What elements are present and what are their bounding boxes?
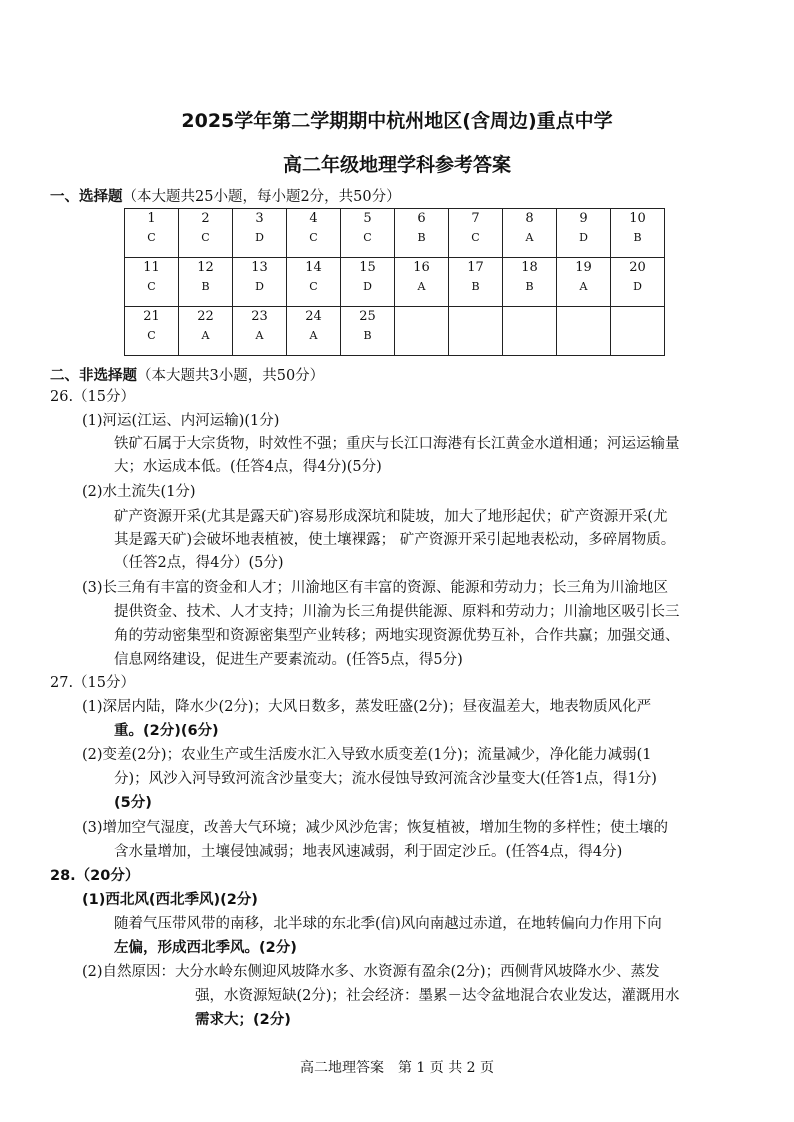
answer-letter: C	[309, 231, 318, 243]
q26-part1-text: 铁矿石属于大宗货物，时效性不强；重庆与长江口海港有长江黄金水道相通；河运运输量	[114, 436, 680, 452]
question-number: 7	[471, 211, 480, 226]
q26-part3-text: 信息网络建设，促进生产要素流动。(任答5点，得5分)	[114, 652, 463, 668]
exam-title: 2025学年第二学期期中杭州地区(含周边)重点中学	[181, 110, 613, 132]
question-number: 17	[467, 260, 484, 275]
q28-part1: (1)西北风(西北季风)(2分)	[82, 892, 258, 908]
question-number: 24	[305, 309, 322, 324]
answer-row	[125, 258, 665, 307]
answer-cell	[503, 258, 557, 307]
question-number: 21	[143, 309, 160, 324]
question-number: 10	[629, 211, 646, 226]
answer-cell	[341, 258, 395, 307]
answer-cell	[179, 258, 233, 307]
question-number: 18	[521, 260, 538, 275]
q27-part2: (2)变差(2分)；农业生产或生活废水汇入导致水质变差(1分)；流量减少，净化能力减弱(1	[82, 747, 652, 763]
answer-cell	[449, 258, 503, 307]
q26-part3: (3)长三角有丰富的资金和人才；川渝地区有丰富的资源、能源和劳动力；长三角为川渝地区	[82, 580, 669, 596]
question-number: 15	[359, 260, 376, 275]
q26-part1-text: 大；水运成本低。(任答4点，得4分)(5分)	[114, 459, 382, 475]
answer-letter: A	[309, 329, 318, 341]
answer-cell	[233, 258, 287, 307]
exam-subtitle: 高二年级地理学科参考答案	[282, 154, 511, 176]
question-number: 25	[359, 309, 376, 324]
q26-head: 26.（15分）	[50, 389, 136, 405]
question-number: 13	[251, 260, 268, 275]
answer-letter: C	[309, 280, 318, 292]
q28-part2-text: 需求大；(2分)	[195, 1012, 291, 1028]
question-number: 14	[305, 260, 322, 275]
q28-part2-text: 强，水资源短缺(2分)；社会经济：墨累－达令盆地混合农业发达，灌溉用水	[195, 988, 680, 1004]
answer-cell	[287, 307, 341, 356]
answer-cell	[557, 258, 611, 307]
answer-cell	[287, 258, 341, 307]
section-1-note: （本大题共25小题，每小题2分，共50分）	[122, 189, 401, 205]
answer-row	[125, 307, 665, 356]
answer-cell	[395, 307, 449, 356]
answer-letter: D	[579, 231, 588, 243]
answer-letter: B	[471, 280, 480, 292]
question-number: 1	[147, 211, 156, 226]
question-number: 23	[251, 309, 268, 324]
answer-letter: A	[579, 280, 588, 292]
answer-cell	[503, 209, 557, 258]
page-footer: 高二地理答案 第 1 页 共 2 页	[299, 1060, 495, 1076]
q26-part2: (2)水土流失(1分)	[82, 484, 196, 500]
answer-cell	[179, 307, 233, 356]
answer-letter: A	[255, 329, 264, 341]
q26-part2-text: 其是露天矿)会破坏地表植被，使土壤裸露； 矿产资源开采引起地表松动，多碎屑物质。	[114, 532, 676, 548]
answer-cell	[611, 258, 665, 307]
answer-letter: D	[255, 231, 264, 243]
section-1-heading	[50, 187, 401, 207]
question-number: 5	[363, 211, 372, 226]
answer-cell	[557, 307, 611, 356]
answer-letter: A	[525, 231, 534, 243]
answer-letter: B	[525, 280, 534, 292]
question-number: 6	[417, 211, 426, 226]
answer-cell	[233, 209, 287, 258]
q27-part1: (1)深居内陆，降水少(2分)；大风日数多，蒸发旺盛(2分)；昼夜温差大，地表物质风化严	[82, 699, 652, 715]
answer-cell	[341, 307, 395, 356]
answer-table	[124, 208, 665, 356]
answer-cell	[233, 307, 287, 356]
question-number: 16	[413, 260, 430, 275]
question-number: 8	[525, 211, 534, 226]
answer-letter: D	[255, 280, 264, 292]
answer-letter: C	[201, 231, 210, 243]
question-number: 11	[143, 260, 160, 275]
section-2-heading	[50, 366, 324, 386]
answer-letter: B	[201, 280, 210, 292]
answer-cell	[125, 307, 179, 356]
section-2-label: 二、非选择题	[50, 368, 137, 384]
q26-part1: (1)河运(江运、内河运输)(1分)	[82, 413, 280, 429]
section-1-label: 一、选择题	[50, 189, 123, 205]
question-number: 9	[579, 211, 588, 226]
answer-cell	[179, 209, 233, 258]
answer-cell	[611, 307, 665, 356]
q28-part1-text: 随着气压带风带的南移，北半球的东北季(信)风向南越过赤道，在地转偏向力作用下向	[114, 916, 662, 932]
question-number: 19	[575, 260, 592, 275]
answer-cell	[449, 307, 503, 356]
answer-letter: D	[633, 280, 642, 292]
answer-letter: A	[201, 329, 210, 341]
q28-part1-text: 左偏，形成西北季风。(2分)	[114, 940, 297, 956]
answer-cell	[395, 258, 449, 307]
question-number: 22	[197, 309, 214, 324]
answer-cell	[395, 209, 449, 258]
answer-cell	[449, 209, 503, 258]
question-number: 3	[255, 211, 264, 226]
q26-part3-text: 角的劳动密集型和资源密集型产业转移；两地实现资源优势互补，合作共赢；加强交通、	[114, 628, 680, 644]
section-2-note: （本大题共3小题，共50分）	[137, 368, 325, 384]
question-number: 2	[201, 211, 210, 226]
q27-part2-text: (5分)	[114, 795, 152, 811]
answer-cell	[611, 209, 665, 258]
answer-letter: C	[471, 231, 480, 243]
q27-part3: (3)增加空气湿度，改善大气环境；减少风沙危害；恢复植被，增加生物的多样性；使土壤的	[82, 820, 669, 836]
answer-letter: C	[147, 329, 156, 341]
answer-letter: C	[147, 231, 156, 243]
answer-cell	[503, 307, 557, 356]
answer-cell	[287, 209, 341, 258]
q28-head: 28.（20分）	[50, 868, 140, 884]
q28-part2: (2)自然原因：大分水岭东侧迎风坡降水多、水资源有盈余(2分)；西侧背风坡降水少、蒸发	[82, 964, 660, 980]
answer-letter: D	[363, 280, 372, 292]
q26-part2-text: （任答2点，得4分）(5分)	[114, 555, 284, 571]
q27-part3-text: 含水量增加，土壤侵蚀减弱；地表风速减弱，利于固定沙丘。(任答4点，得4分)	[114, 844, 623, 860]
question-number: 20	[629, 260, 646, 275]
question-number: 12	[197, 260, 214, 275]
q26-part3-text: 提供资金、技术、人才支持；川渝为长三角提供能源、原料和劳动力；川渝地区吸引长三	[114, 604, 680, 620]
q27-head: 27.（15分）	[50, 675, 136, 691]
answer-cell	[125, 258, 179, 307]
answer-letter: B	[633, 231, 642, 243]
answer-cell	[557, 209, 611, 258]
q27-part1-text: 重。(2分)(6分)	[114, 723, 219, 739]
answer-letter: C	[147, 280, 156, 292]
answer-letter: B	[363, 329, 372, 341]
question-number: 4	[309, 211, 318, 226]
answer-row	[125, 209, 665, 258]
answer-letter: C	[363, 231, 372, 243]
answer-cell	[125, 209, 179, 258]
answer-cell	[341, 209, 395, 258]
answer-letter: B	[417, 231, 426, 243]
answer-letter: A	[417, 280, 426, 292]
q27-part2-text: 分)；风沙入河导致河流含沙量变大；流水侵蚀导致河流含沙量变大(任答1点，得1分)	[114, 771, 657, 787]
q26-part2-text: 矿产资源开采(尤其是露天矿)容易形成深坑和陡坡，加大了地形起伏；矿产资源开采(尤	[114, 509, 668, 525]
